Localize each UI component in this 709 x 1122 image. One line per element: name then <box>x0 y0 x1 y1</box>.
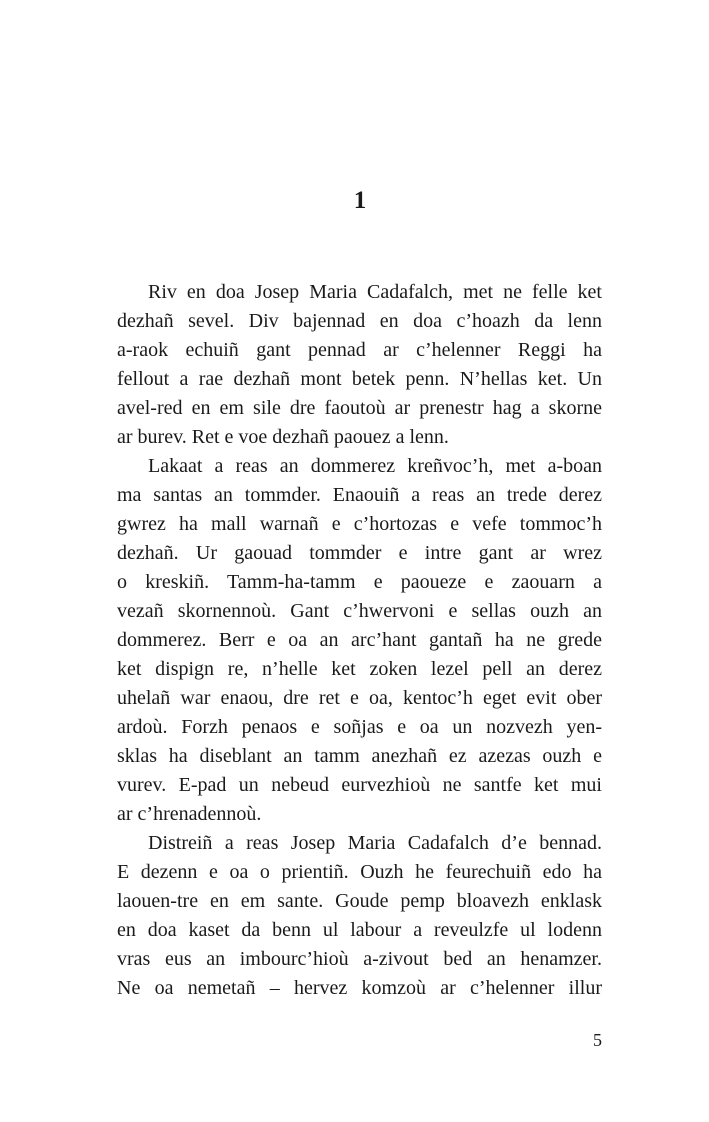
chapter-number: 1 <box>353 187 367 214</box>
text-line: Lakaat a reas an dommerez kreñvoc’h, met a-boan <box>148 455 602 477</box>
text-line: o kreskiñ. Tamm-ha-tamm e paoueze e zaouarn a <box>117 571 602 593</box>
body-text <box>117 278 602 1003</box>
text-line: dezhañ sevel. Div bajennad en doa c’hoazh da lenn <box>117 310 602 332</box>
text-line: ket dispign re, n’helle ket zoken lezel pell an derez <box>117 658 602 680</box>
text-line: ma santas an tommder. Enaouiñ a reas an trede derez <box>117 484 602 506</box>
paragraph-1 <box>117 278 602 452</box>
text-line: vurev. E-pad un nebeud eurvezhioù ne santfe ket mui <box>117 774 602 796</box>
text-line: fellout a rae dezhañ mont betek penn. N’hellas ket. Un <box>117 368 602 390</box>
page-number: 5 <box>593 1030 602 1050</box>
paragraph-3 <box>117 829 602 1003</box>
text-line: E dezenn e oa o prientiñ. Ouzh he feurechuiñ edo ha <box>117 861 602 883</box>
text-line: ardoù. Forzh penaos e soñjas e oa un nozvezh yen- <box>117 716 602 738</box>
text-line: Ne oa nemetañ – hervez komzoù ar c’helenner illur <box>117 977 602 999</box>
text-line: dommerez. Berr e oa an arc’hant gantañ ha ne grede <box>117 629 602 651</box>
text-line: ar burev. Ret e voe dezhañ paouez a lenn. <box>117 426 449 448</box>
text-line: en doa kaset da benn ul labour a reveulzfe ul lodenn <box>117 919 602 941</box>
text-line: dezhañ. Ur gaouad tommder e intre gant ar wrez <box>117 542 602 564</box>
text-line: laouen-tre en em sante. Goude pemp bloavezh enklask <box>117 890 602 912</box>
text-line: vezañ skornennoù. Gant c’hwervoni e sellas ouzh an <box>117 600 602 622</box>
paragraph-2 <box>117 452 602 829</box>
text-line: a-raok echuiñ gant pennad ar c’helenner Reggi ha <box>117 339 602 361</box>
text-line: sklas ha diseblant an tamm anezhañ ez azezas ouzh e <box>117 745 602 767</box>
text-line: Riv en doa Josep Maria Cadafalch, met ne felle ket <box>148 281 602 303</box>
text-line: avel-red en em sile dre faoutoù ar prenestr hag a skorne <box>117 397 602 419</box>
text-line: uhelañ war enaou, dre ret e oa, kentoc’h eget evit ober <box>117 687 602 709</box>
text-line: ar c’hrenadennoù. <box>117 803 262 825</box>
text-line: gwrez ha mall warnañ e c’hortozas e vefe tommoc’h <box>117 513 602 535</box>
text-line: Distreiñ a reas Josep Maria Cadafalch d’e bennad. <box>148 832 602 854</box>
text-line: vras eus an imbourc’hioù a-zivout bed an henamzer. <box>117 948 602 970</box>
